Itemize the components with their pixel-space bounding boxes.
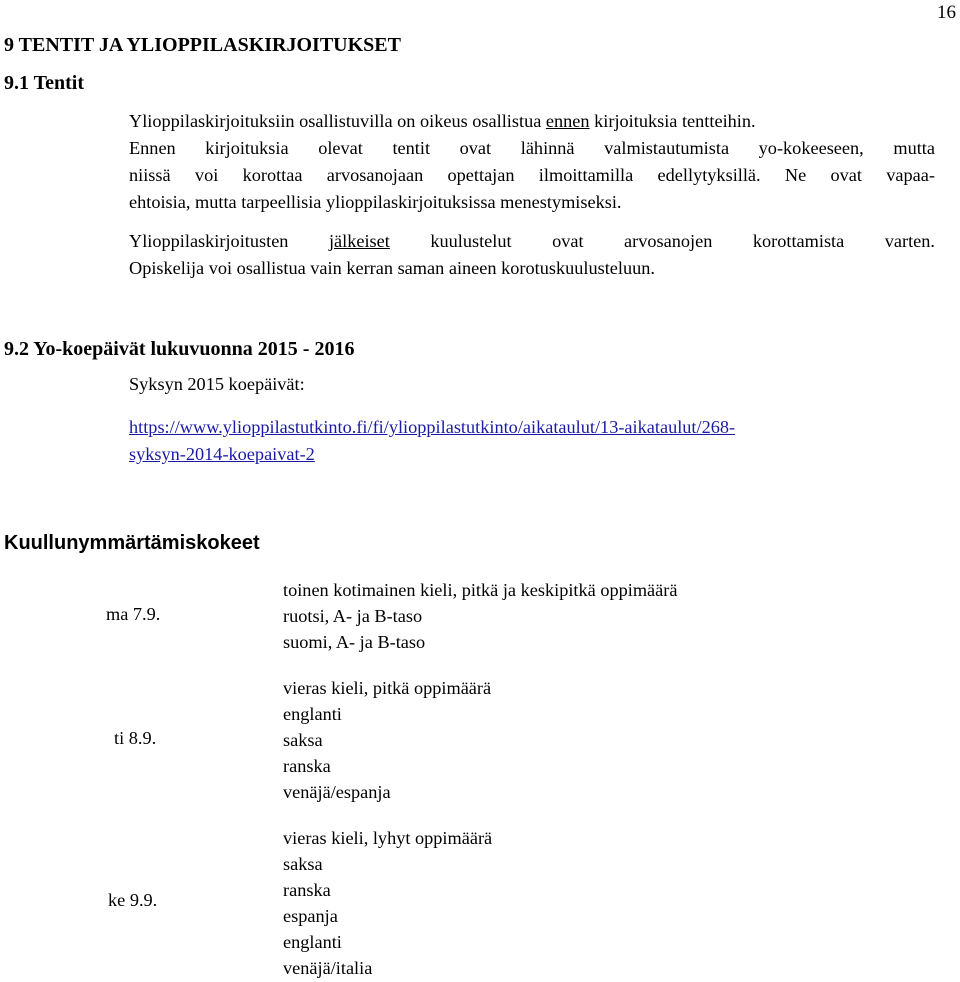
paragraph-line: Ylioppilaskirjoituksiin osallistuvilla on oikeus osallistua ennen kirjoituksia tentteihin. bbox=[129, 111, 756, 131]
schedule-line: vieras kieli, pitkä oppimäärä bbox=[283, 678, 492, 698]
schedule-line: toinen kotimainen kieli, pitkä ja keskipitkä oppimäärä bbox=[283, 580, 678, 600]
schedule-day: ma 7.9. bbox=[106, 604, 161, 624]
schedule-group bbox=[283, 577, 677, 655]
schedule-line: vieras kieli, lyhyt oppimäärä bbox=[283, 828, 493, 848]
schedule-line: suomi, A- ja B-taso bbox=[283, 632, 426, 652]
schedule-line: saksa bbox=[283, 730, 323, 750]
schedule-line: ruotsi, A- ja B-taso bbox=[283, 606, 423, 626]
schedule-line: englanti bbox=[283, 704, 342, 724]
schedule-group bbox=[283, 825, 492, 981]
section-heading-tentit: 9.1 Tentit bbox=[4, 72, 85, 94]
paragraph-line: Opiskelija voi osallistua vain kerran saman aineen korotuskuulusteluun. bbox=[129, 258, 655, 278]
link-line[interactable]: https://www.ylioppilastutkinto.fi/fi/ylioppilastutkinto/aikataulut/13-aikataulut/268- bbox=[129, 417, 736, 437]
schedule-line: englanti bbox=[283, 932, 342, 952]
section-heading-yokoepaivat: 9.2 Yo-koepäivät lukuvuonna 2015 - 2016 bbox=[4, 338, 355, 360]
paragraph-line: Ylioppilaskirjoitusten jälkeiset kuulustelut ovat arvosanojen korottamista varten. bbox=[129, 231, 935, 251]
kuullunymmartamis-heading: Kuullunymmärtämiskokeet bbox=[4, 532, 260, 554]
paragraph-tentit bbox=[129, 108, 935, 216]
koepaivat-link[interactable] bbox=[129, 414, 735, 468]
paragraph-line: niissä voi korottaa arvosanojaan opettajan ilmoittamilla edellytyksillä. Ne ovat vapaa- bbox=[129, 165, 935, 185]
chapter-heading: 9 TENTIT JA YLIOPPILASKIRJOITUKSET bbox=[4, 34, 401, 56]
schedule-line: ranska bbox=[283, 880, 331, 900]
schedule-day: ke 9.9. bbox=[108, 890, 158, 910]
link-line[interactable]: syksyn-2014-koepaivat-2 bbox=[129, 444, 315, 464]
paragraph-korotus bbox=[129, 228, 935, 282]
page-number: 16 bbox=[937, 2, 956, 23]
paragraph-line: Ennen kirjoituksia olevat tentit ovat lähinnä valmistautumista yo-kokeeseen, mutta bbox=[129, 138, 935, 158]
underlined-word: jälkeiset bbox=[328, 231, 390, 251]
syksyn-label: Syksyn 2015 koepäivät: bbox=[129, 374, 305, 394]
schedule-group bbox=[283, 675, 491, 805]
schedule-line: ranska bbox=[283, 756, 331, 776]
schedule-line: venäjä/italia bbox=[283, 958, 373, 978]
schedule-line: espanja bbox=[283, 906, 338, 926]
schedule-line: saksa bbox=[283, 854, 323, 874]
schedule-line: venäjä/espanja bbox=[283, 782, 391, 802]
underlined-word: ennen bbox=[545, 111, 590, 131]
schedule-day: ti 8.9. bbox=[114, 728, 157, 748]
paragraph-line: ehtoisia, mutta tarpeellisia ylioppilaskirjoituksissa menestymiseksi. bbox=[129, 192, 622, 212]
